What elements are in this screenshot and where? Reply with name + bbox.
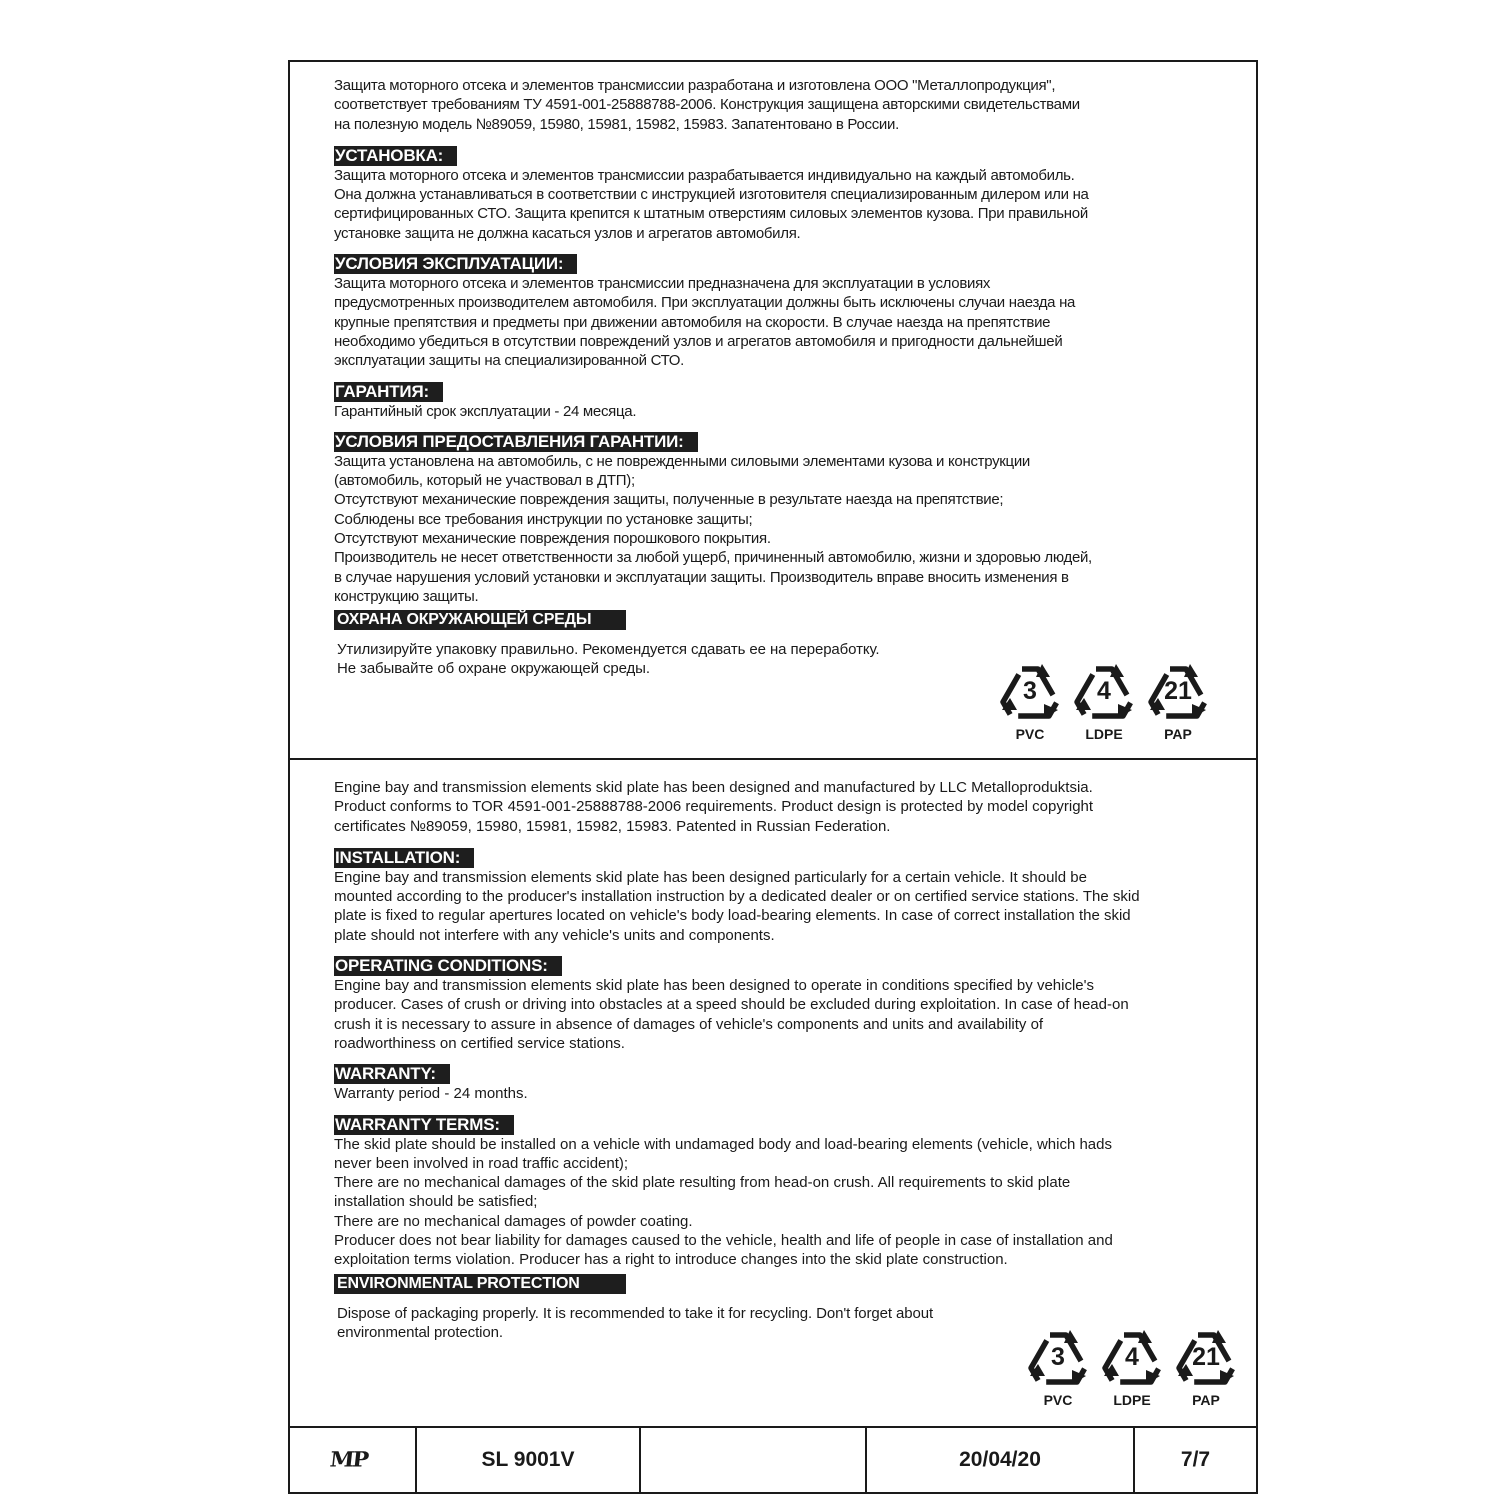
text-line: Производитель не несет ответственности за любой ущерб, причиненный автомобилю, жизни и здоровью людей, (334, 549, 1092, 567)
warranty-paragraph (334, 402, 1216, 421)
material-code-label: PVC (1043, 1392, 1073, 1408)
recycling-symbol-pvc (1026, 1326, 1090, 1412)
text-line: plate should not interfere with any vehicle's units and components. (334, 926, 775, 944)
company-logo: MP (328, 1447, 369, 1473)
operating-heading: УСЛОВИЯ ЭКСПЛУАТАЦИИ: (334, 254, 577, 274)
text-line: Защита моторного отсека и элементов трансмиссии разрабатывается индивидуально на каждый автомобиль. (334, 166, 1075, 184)
page-number: 7/7 (1180, 1448, 1211, 1471)
warranty-heading: WARRANTY: (334, 1064, 450, 1084)
instruction-sheet (288, 60, 1258, 1494)
intro-paragraph (334, 778, 1216, 836)
text-line: Гарантийный срок эксплуатации - 24 месяца. (334, 402, 637, 420)
material-code-label: PAP (1192, 1392, 1220, 1408)
text-line: environmental protection. (337, 1323, 503, 1341)
operating-heading: OPERATING CONDITIONS: (334, 956, 562, 976)
recycling-symbol-ldpe (1100, 1326, 1164, 1412)
english-section (290, 758, 1256, 1430)
text-line: exploitation terms violation. Producer has a right to introduce changes into the skid plate construction. (334, 1251, 1008, 1269)
text-line: Engine bay and transmission elements skid plate has been designed particularly for a certain vehicle. It should be (334, 868, 1087, 886)
title-block (290, 1426, 1256, 1492)
recycling-symbol-ldpe (1072, 660, 1136, 746)
text-line: Защита моторного отсека и элементов трансмиссии предназначена для эксплуатации в условиях (334, 275, 991, 293)
text-line: Engine bay and transmission elements skid plate has been designed to operate in conditions specified by vehicle's (334, 977, 1094, 995)
resin-code-number: 4 (1125, 1343, 1139, 1371)
text-line: (автомобиль, который не участвовал в ДТП); (334, 472, 635, 490)
text-line: конструкцию защиты. (334, 587, 479, 605)
text-line: certificates №89059, 15980, 15981, 15982, 15983. Patented in Russian Federation. (334, 817, 891, 835)
resin-code-number: 3 (1051, 1343, 1065, 1371)
resin-code-number: 4 (1097, 677, 1111, 705)
recycling-symbol-pvc (998, 660, 1062, 746)
text-line: Соблюдены все требования инструкции по установке защиты; (334, 510, 753, 528)
environment-heading: ОХРАНА ОКРУЖАЮЩЕЙ СРЕДЫ (334, 610, 626, 630)
text-line: plate is fixed to regular apertures located on vehicle's body load-bearing elements. In case of correct installation the skid (334, 907, 1131, 925)
text-line: Утилизируйте упаковку правильно. Рекомендуется сдавать ее на переработку. (337, 641, 880, 659)
text-line: Защита установлена на автомобиль, с не поврежденными силовыми элементами кузова и конструкции (334, 452, 1031, 470)
text-line: mounted according to the producer's installation instruction by a dedicated dealer or on certified service stations. The skid (334, 888, 1140, 906)
text-line: Отсутствуют механические повреждения порошкового покрытия. (334, 530, 771, 548)
text-line: соответствует требованиям ТУ 4591-001-25888788-2006. Конструкция защищена авторскими свидетельствами (334, 96, 1080, 114)
text-line: необходимо убедиться в отсутствии повреждений узлов и агрегатов автомобиля и пригодности дальнейшей (334, 332, 1063, 350)
resin-code-number: 21 (1164, 677, 1192, 705)
operating-paragraph (334, 976, 1216, 1053)
operating-paragraph (334, 274, 1216, 370)
installation-paragraph (334, 166, 1216, 243)
text-line: крупные препятствия и предметы при движении автомобиля на скорости. В случае наезда на препятствие (334, 313, 1051, 331)
text-line: Отсутствуют механические повреждения защиты, полученные в результате наезда на препятствие; (334, 491, 1004, 509)
recycling-symbol-pap (1174, 1326, 1238, 1412)
model-cell (417, 1428, 641, 1492)
text-line: There are no mechanical damages of powder coating. (334, 1212, 693, 1230)
text-line: Product conforms to TOR 4591-001-25888788-2006 requirements. Product design is protected by model copyright (334, 798, 1094, 816)
text-line: roadworthiness on certified service stations. (334, 1034, 625, 1052)
text-line: Не забывайте об охране окружающей среды. (337, 660, 650, 678)
environment-heading: ENVIRONMENTAL PROTECTION (334, 1274, 626, 1294)
text-line: в случае нарушения условий установки и эксплуатации защиты. Производитель вправе вносить изменения в (334, 568, 1069, 586)
text-line: Dispose of packaging properly. It is recommended to take it for recycling. Don't forget about (337, 1304, 934, 1322)
text-line: installation should be satisfied; (334, 1193, 538, 1211)
text-line: на полезную модель №89059, 15980, 15981, 15982, 15983. Запатентовано в России. (334, 115, 899, 133)
text-line: There are no mechanical damages of the skid plate resulting from head-on crush. All requirements to skid plate (334, 1174, 1071, 1192)
text-line: Producer does not bear liability for damages caused to the vehicle, health and life of people in case of installation and (334, 1232, 1113, 1250)
text-line: crush it is necessary to assure in absence of damages of vehicle's components and units and availability of (334, 1015, 1044, 1033)
resin-code-number: 21 (1192, 1343, 1220, 1371)
model-number: SL 9001V (481, 1448, 575, 1471)
text-line: never been involved in road traffic accident); (334, 1154, 629, 1172)
warranty-paragraph (334, 1084, 1216, 1103)
text-line: предусмотренных производителем автомобиля. При эксплуатации должны быть исключены случаи наезда на (334, 294, 1076, 312)
resin-code-number: 3 (1023, 677, 1037, 705)
logo-cell (290, 1428, 417, 1492)
text-line: producer. Cases of crush or driving into obstacles at a speed should be excluded during exploitation. In case of head-on (334, 996, 1129, 1014)
date-cell (867, 1428, 1135, 1492)
text-line: The skid plate should be installed on a vehicle with undamaged body and load-bearing elements (vehicle, which hads (334, 1135, 1112, 1153)
text-line: эксплуатации защиты на специализированной СТО. (334, 352, 685, 370)
installation-heading: INSTALLATION: (334, 848, 474, 868)
warranty-terms-paragraph (334, 1135, 1216, 1270)
text-line: Она должна устанавливаться в соответствии с инструкцией изготовителя специализированным дилером или на (334, 186, 1089, 204)
intro-paragraph (334, 76, 1216, 134)
warranty-terms-heading: WARRANTY TERMS: (334, 1115, 514, 1135)
material-code-label: PAP (1164, 726, 1192, 742)
text-line: сертифицированных СТО. Защита крепится к штатным отверстиям силовых элементов кузова. При правильной (334, 205, 1088, 223)
material-code-label: LDPE (1085, 726, 1123, 742)
warranty-terms-paragraph (334, 452, 1216, 606)
page-cell (1135, 1428, 1256, 1492)
blank-cell (641, 1428, 867, 1492)
russian-section (290, 62, 1256, 760)
text-line: Engine bay and transmission elements skid plate has been designed and manufactured by LLC Metalloproduktsia. (334, 779, 1093, 796)
installation-heading: УСТАНОВКА: (334, 146, 457, 166)
text-line: Защита моторного отсека и элементов трансмиссии разработана и изготовлена ООО "Металлопродукция", (334, 77, 1056, 94)
installation-paragraph (334, 868, 1216, 945)
document-date: 20/04/20 (959, 1448, 1041, 1471)
warranty-heading: ГАРАНТИЯ: (334, 382, 443, 402)
recycling-symbol-pap (1146, 660, 1210, 746)
text-line: установке защита не должна касаться узлов и агрегатов автомобиля. (334, 224, 801, 242)
warranty-terms-heading: УСЛОВИЯ ПРЕДОСТАВЛЕНИЯ ГАРАНТИИ: (334, 432, 698, 452)
text-line: Warranty period - 24 months. (334, 1085, 528, 1103)
material-code-label: PVC (1015, 726, 1045, 742)
material-code-label: LDPE (1113, 1392, 1151, 1408)
